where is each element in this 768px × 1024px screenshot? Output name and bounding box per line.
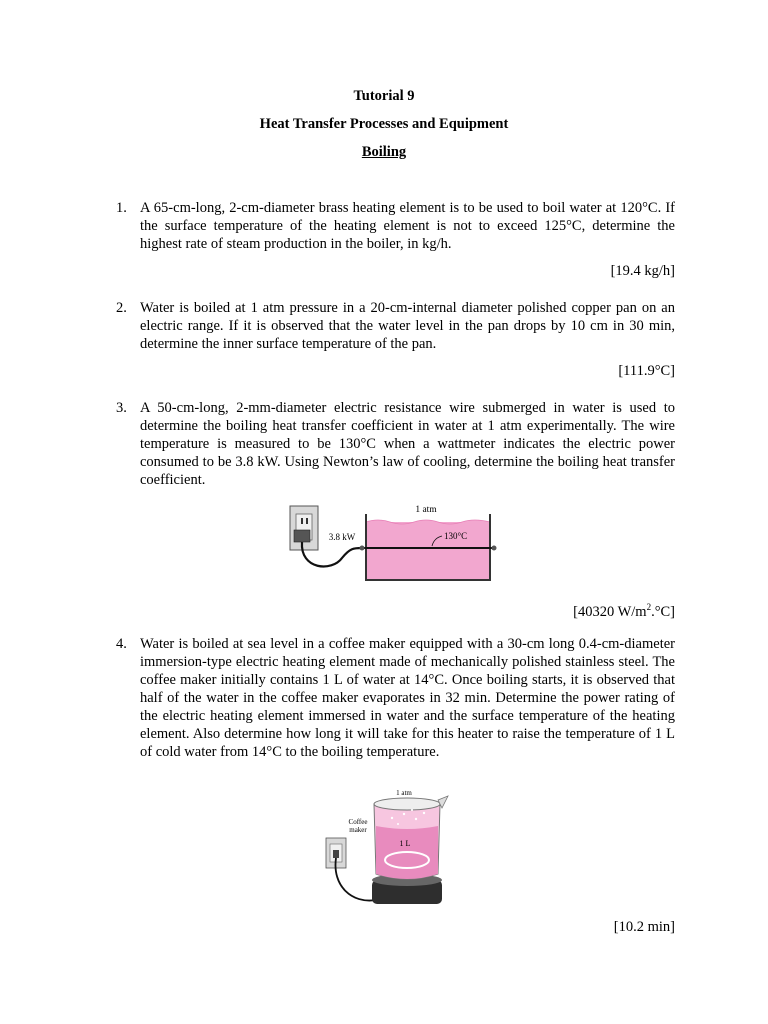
problem-4-answer: [10.2 min] [613,919,675,935]
fig4-pressure-label: 1 atm [396,789,412,797]
problem-3-answer-tail: .°C] [651,603,675,620]
problem-2-answer: [111.9°C] [618,363,675,379]
water [366,522,490,580]
problem-3-number: 3. [116,400,127,416]
fig3-power-label: 3.8 kW [328,532,356,542]
problem-3-answer-main: [40320 W/m [573,603,647,620]
problem-1-text: A 65-cm-long, 2-cm-diameter brass heating element is to be used to boil water at 120°C. If the surface temperature of the heating element is not to exceed 125°C, determine the highest rate of steam production in the boiler, in kg/h. [140,200,675,252]
problem-3-answer [573,598,675,621]
fig4-volume-label: 1 L [399,839,411,848]
page-title: Tutorial 9 [353,88,415,104]
problem-1-answer: [19.4 kg/h] [610,263,675,279]
figure-coffee-maker [312,786,454,912]
problem-2-number: 2. [116,300,127,316]
problem-4-text: Water is boiled at sea level in a coffee maker equipped with a 30-cm long 0.4-cm-diameter immersion-type electric heating element made of mechanically polished stainless steel. The coffee maker initially contains 1 L of water at 14°C. Once boiling starts, it is observed that half of the water in the coffee maker evaporates in 32 min. Determine the power rating of the electric heating element immersed in water and the surface temperature of the heating element. Also determine how long it will take for this heater to raise the temperature of 1 L of cold water from 14°C to the boiling temperature. [140,636,675,760]
problem-4-number: 4. [116,636,127,652]
section-topic: Boiling [361,144,407,160]
fig4-label-line2: maker [349,826,367,834]
fig3-wire-temp-label: 130°C [444,531,468,541]
fig4-label-line1: Coffee [348,818,368,826]
problem-3-answer-exponent: 2 [646,602,652,612]
page-subtitle: Heat Transfer Processes and Equipment [259,116,509,132]
problem-2-text: Water is boiled at 1 atm pressure in a 20-cm-internal diameter polished copper pan on an electric range. If it is observed that the water level in the pan drops by 10 cm in 30 min, determine the inner surface temperature of the pan. [140,300,675,352]
problem-1-number: 1. [116,200,127,216]
fig3-pressure-label: 1 atm [415,505,437,515]
problem-3-text: A 50-cm-long, 2-mm-diameter electric resistance wire submerged in water is used to determine the boiling heat transfer coefficient in water at 1 atm experimentally. The wire temperature is measured to be 130°C when a wattmeter indicates the electric power consumed to be 3.8 kW. Using Newton’s law of cooling, determine the boiling heat transfer coefficient. [140,400,675,488]
figure-wire-in-water [282,500,504,586]
plug [294,530,310,542]
